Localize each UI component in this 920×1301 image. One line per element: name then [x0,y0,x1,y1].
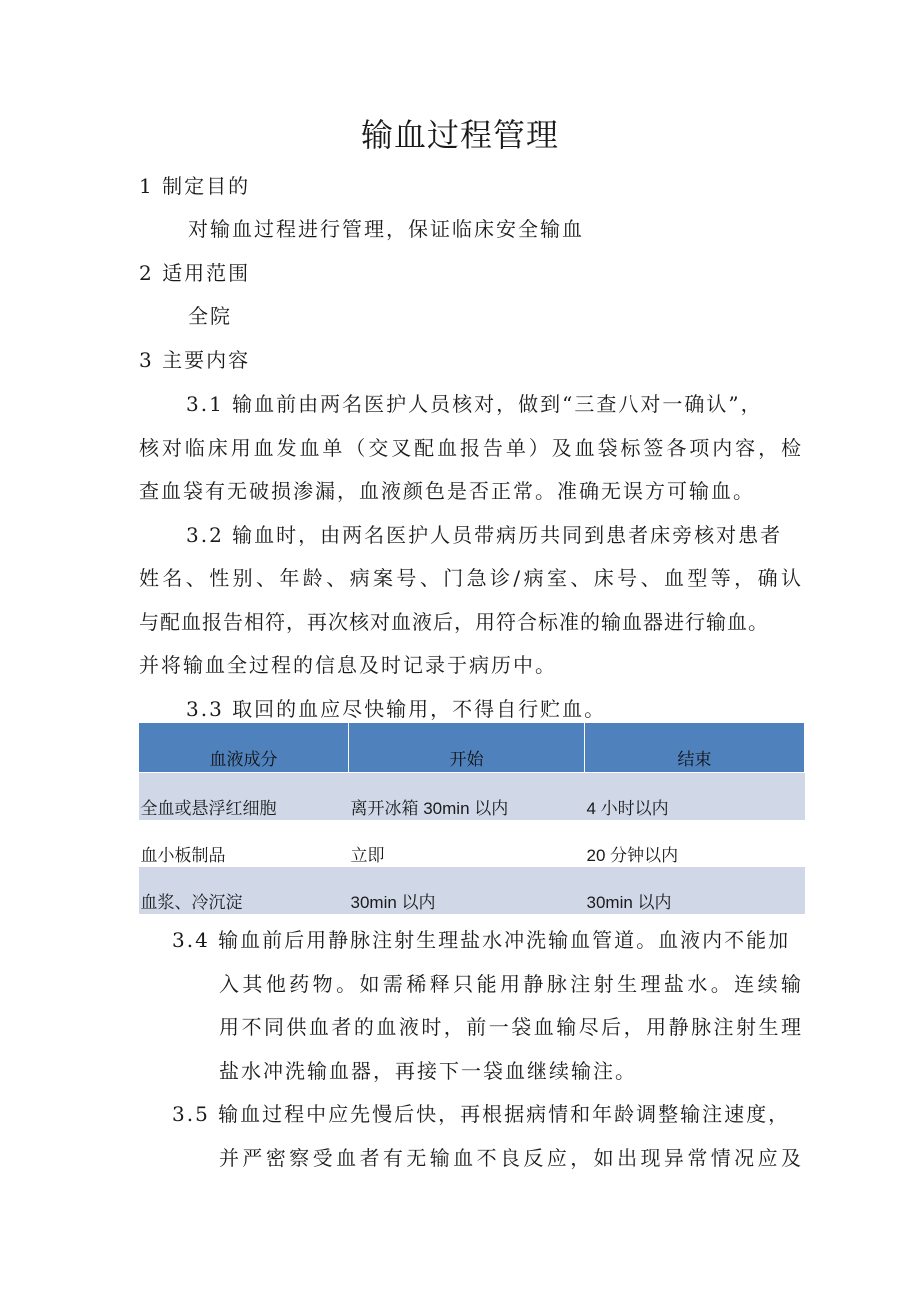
blood-timing-table [138,722,805,914]
item-3-1-line-1: 3.1 输血前由两名医护人员核对，做到“三查八对一确认”， [186,392,763,416]
item-3-3: 3.3 取回的血应尽快输用，不得自行贮血。 [186,697,607,721]
section-heading-purpose: 1 制定目的 [139,174,251,198]
item-3-4-line-2: 入其他药物。如需稀释只能用静脉注射生理盐水。连续输 [219,972,803,996]
table-cell: 20 分钟以内 [585,820,805,867]
table-cell: 全血或悬浮红细胞 [139,773,349,821]
section-body-scope: 全院 [188,304,232,328]
document-title: 输血过程管理 [360,116,559,154]
table-row [139,820,805,867]
section-heading-scope: 2 适用范围 [139,261,251,285]
table-cell: 4 小时以内 [585,773,805,821]
table-header-end: 结束 [585,723,805,773]
item-3-2-line-1: 3.2 输血时，由两名医护人员带病历共同到患者床旁核对患者 [186,523,783,547]
item-3-1-line-3: 查血袋有无破损渗漏，血液颜色是否正常。准确无误方可输血。 [139,479,755,503]
table-header-start: 开始 [349,723,585,773]
item-3-2-line-4: 并将输血全过程的信息及时记录于病历中。 [139,653,557,677]
table-cell: 立即 [349,820,585,867]
item-3-2-line-2: 姓名、性别、年龄、病案号、门急诊/病室、床号、血型等，确认 [139,566,803,590]
item-3-1-line-2: 核对临床用血发血单（交叉配血报告单）及血袋标签各项内容，检 [139,436,803,460]
table-cell: 血浆、冷沉淀 [139,867,349,914]
section-body-purpose: 对输血过程进行管理，保证临床安全输血 [188,217,584,241]
table-row [139,773,805,821]
item-3-2-line-3: 与配血报告相符，再次核对血液后，用符合标准的输血器进行输血。 [139,610,769,634]
item-3-4-line-3: 用不同供血者的血液时，前一袋血输尽后，用静脉注射生理 [219,1015,803,1039]
table-cell: 30min 以内 [349,867,585,914]
item-3-4-line-1: 3.4 输血前后用静脉注射生理盐水冲洗输血管道。血液内不能加 [172,928,791,952]
table-header-row [139,723,805,773]
table-row [139,867,805,914]
table-cell: 离开冰箱 30min 以内 [349,773,585,821]
section-heading-content: 3 主要内容 [139,348,251,372]
item-3-4-line-4: 盐水冲洗输血器，再接下一袋血继续输注。 [219,1059,637,1083]
item-3-5-line-1: 3.5 输血过程中应先慢后快，再根据病情和年龄调整输注速度， [172,1102,791,1126]
item-3-5-line-2: 并严密察受血者有无输血不良反应，如出现异常情况应及 [219,1146,803,1170]
table-cell: 血小板制品 [139,820,349,867]
table-header-component: 血液成分 [139,723,349,773]
table-cell: 30min 以内 [585,867,805,914]
